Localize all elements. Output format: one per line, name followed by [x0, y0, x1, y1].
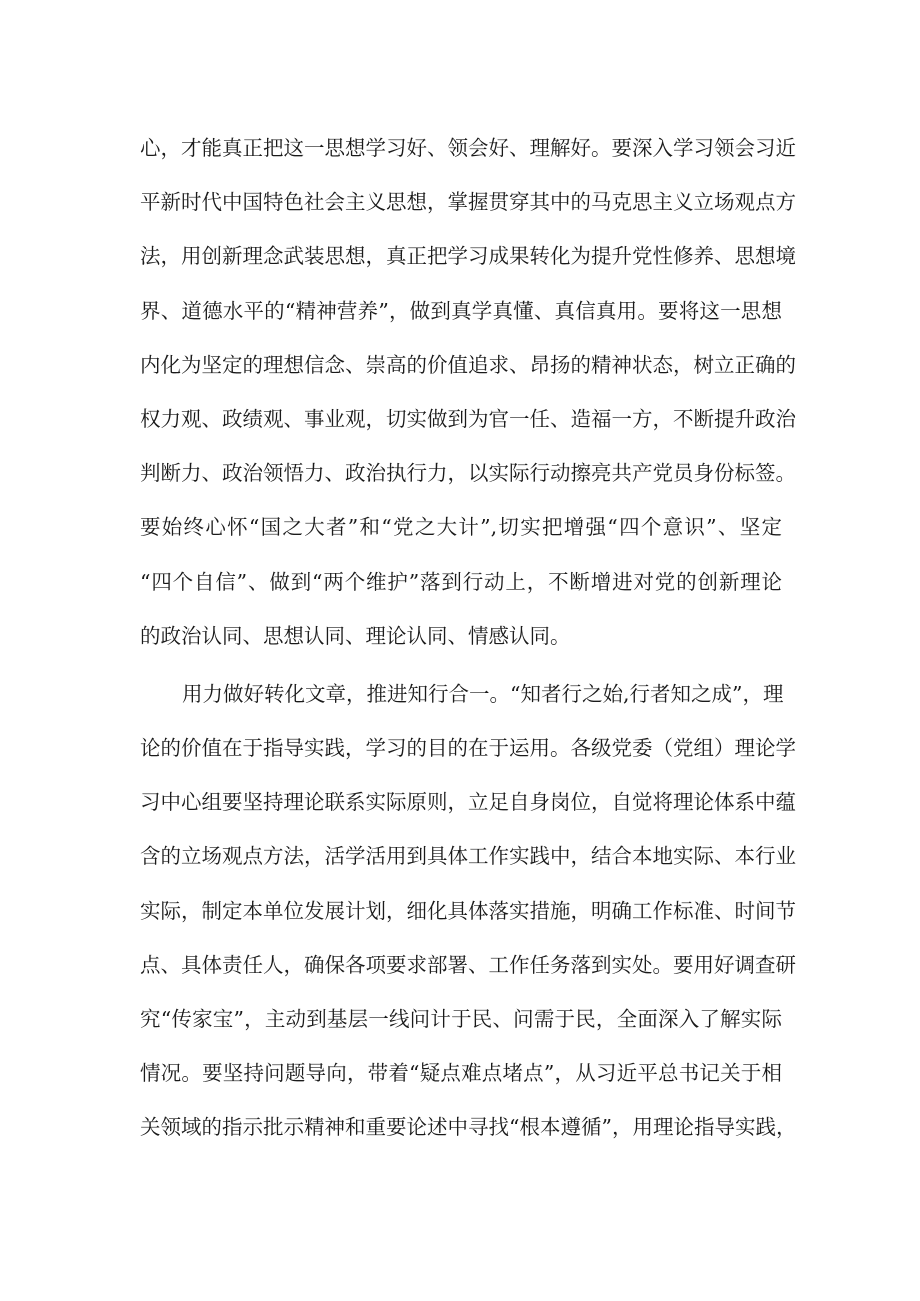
paragraph-line: 关领域的指示批示精神和重要论述中寻找“根本遵循”，用理论指导实践，: [140, 1115, 797, 1140]
paragraph-line: 要始终心怀“国之大者”和“党之大计”,切实把增强“四个意识”、坚定: [140, 515, 782, 540]
paragraph-line: 点、具体责任人，确保各项要求部署、工作任务落到实处。要用好调查研: [140, 952, 796, 977]
paragraph-line: 究“传家宝”，主动到基层一线问计于民、问需于民，全面深入了解实际: [140, 1007, 782, 1031]
paragraph-line: 用力做好转化文章，推进知行合一。“知者行之始,行者知之成”，理: [182, 681, 784, 706]
document-body: [140, 121, 797, 1155]
paragraph-line: 权力观、政绩观、事业观，切实做到为官一任、造福一方，不断提升政治: [140, 406, 796, 431]
paragraph-line: 平新时代中国特色社会主义思想，掌握贯穿其中的马克思主义立场观点方: [140, 190, 796, 215]
paragraph-line: 内化为坚定的理想信念、崇高的价值追求、昂扬的精神状态，树立正确的: [140, 352, 796, 377]
paragraph-2: [140, 667, 797, 1155]
paragraph-line: 情况。要坚持问题导向，带着“疑点难点堵点”，从习近平总书记关于相: [140, 1061, 782, 1086]
paragraph-line: 习中心组要坚持理论联系实际原则，立足自身岗位，自觉将理论体系中蕴: [140, 790, 796, 815]
paragraph-line: 含的立场观点方法，活学活用到具体工作实践中，结合本地实际、本行业: [140, 844, 796, 869]
paragraph-line: 实际，制定本单位发展计划，细化具体落实措施，明确工作标准、时间节: [140, 898, 796, 923]
paragraph-line: 的政治认同、思想认同、理论认同、情感认同。: [140, 623, 571, 648]
paragraph-line: 法，用创新理念武装思想，真正把学习成果转化为提升党性修养、思想境: [140, 244, 796, 269]
paragraph-line: 心，才能真正把这一思想学习好、领会好、理解好。要深入学习领会习近: [140, 136, 796, 160]
paragraph-line: 判断力、政治领悟力、政治执行力，以实际行动擦亮共产党员身份标签。: [140, 461, 796, 486]
paragraph-line: 界、道德水平的“精神营养”，做到真学真懂、真信真用。要将这一思想: [140, 298, 782, 323]
paragraph-1: [140, 121, 796, 663]
paragraph-line: “四个自信”、做到“两个维护”落到行动上，不断增进对党的创新理论: [140, 569, 782, 594]
paragraph-line: 论的价值在于指导实践，学习的目的在于运用。各级党委（党组）理论学: [140, 736, 796, 761]
